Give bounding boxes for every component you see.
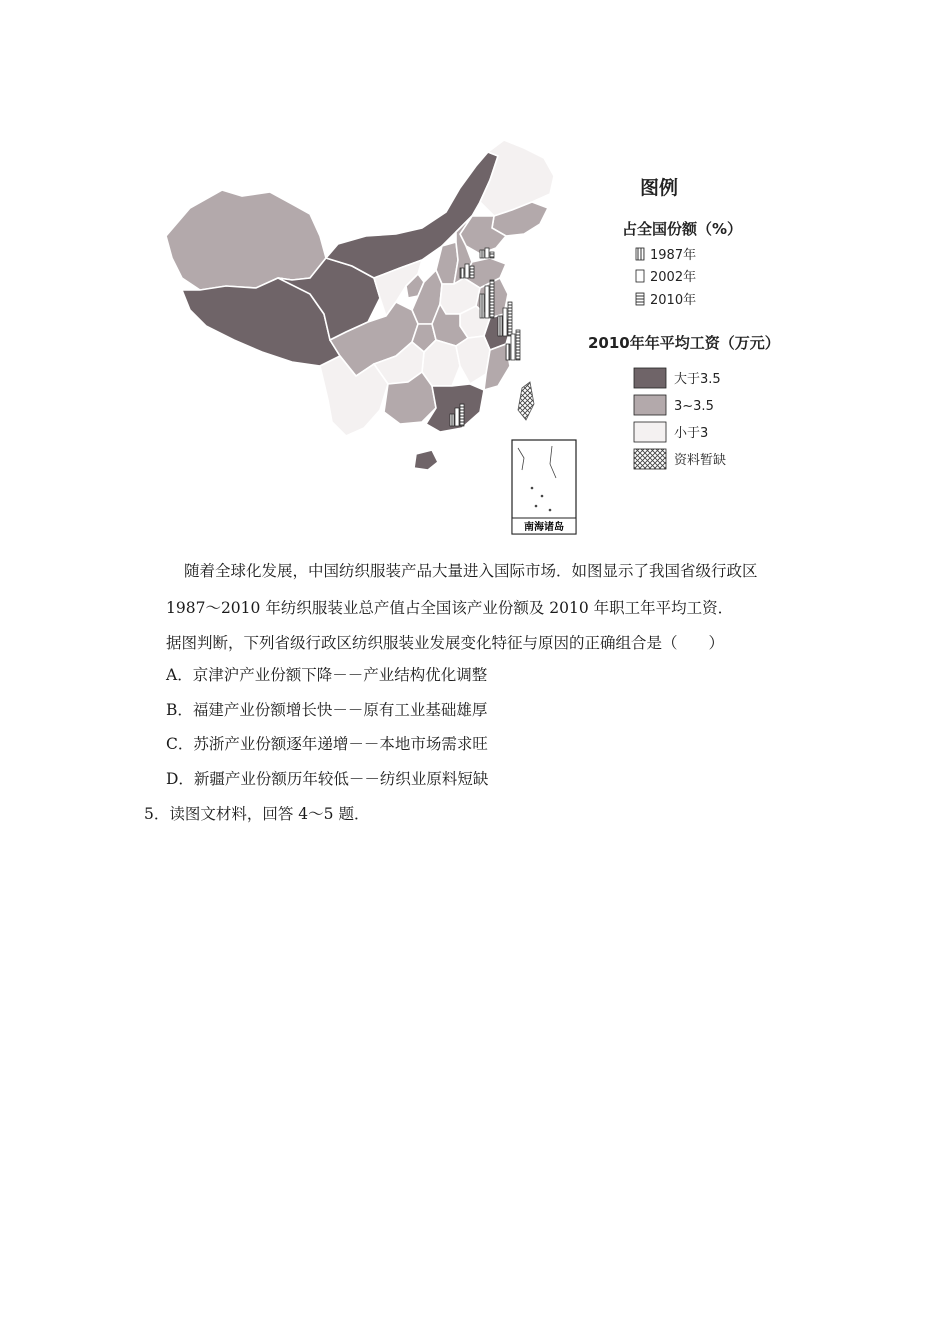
legend-wage-heading: 2010年年平均工资（万元） (588, 334, 780, 352)
option-c: C．苏浙产业份额逐年递增－－本地市场需求旺 (166, 735, 488, 753)
legend-wage-high: 大于3.5 (674, 372, 721, 387)
option-a: A．京津沪产业份额下降－－产业结构优化调整 (166, 666, 488, 684)
china-textile-map (160, 118, 800, 538)
legend-title: 图例 (640, 177, 679, 199)
option-d: D．新疆产业份额历年较低－－纺织业原料短缺 (166, 770, 489, 788)
region-xinjiang (166, 190, 326, 290)
legend (588, 176, 780, 469)
question-intro-line2: 1987～2010 年纺织服装业总产值占全国该产业份额及 2010 年职工年平均工资． (166, 599, 734, 617)
legend-share-2010: 2010年 (650, 293, 697, 308)
region-taiwan (518, 382, 534, 420)
legend-wage-mid: 3~3.5 (674, 399, 714, 414)
inset-south-china-sea (512, 440, 576, 534)
legend-share-2002: 2002年 (650, 270, 697, 285)
inset-label: 南海诸岛 (524, 522, 564, 533)
china-map (166, 140, 554, 470)
legend-share-heading: 占全国份额（%） (622, 220, 743, 238)
legend-share-1987: 1987年 (650, 248, 697, 263)
question-intro-line1: 随着全球化发展，中国纺织服装产品大量进入国际市场．如图显示了我国省级行政区 (184, 562, 758, 580)
next-question: 5．读图文材料，回答 4～5 题． (144, 805, 370, 823)
region-hainan (414, 450, 438, 470)
region-heilongjiang (480, 140, 554, 216)
question-prompt: 据图判断，下列省级行政区纺织服装业发展变化特征与原因的正确组合是（ ） (166, 634, 725, 652)
legend-wage-low: 小于3 (674, 426, 709, 441)
figure-map-legend (160, 118, 800, 538)
option-b: B．福建产业份额增长快－－原有工业基础雄厚 (166, 701, 488, 719)
region-inner-mongolia (326, 152, 498, 278)
legend-wage-missing: 资料暂缺 (674, 453, 727, 468)
